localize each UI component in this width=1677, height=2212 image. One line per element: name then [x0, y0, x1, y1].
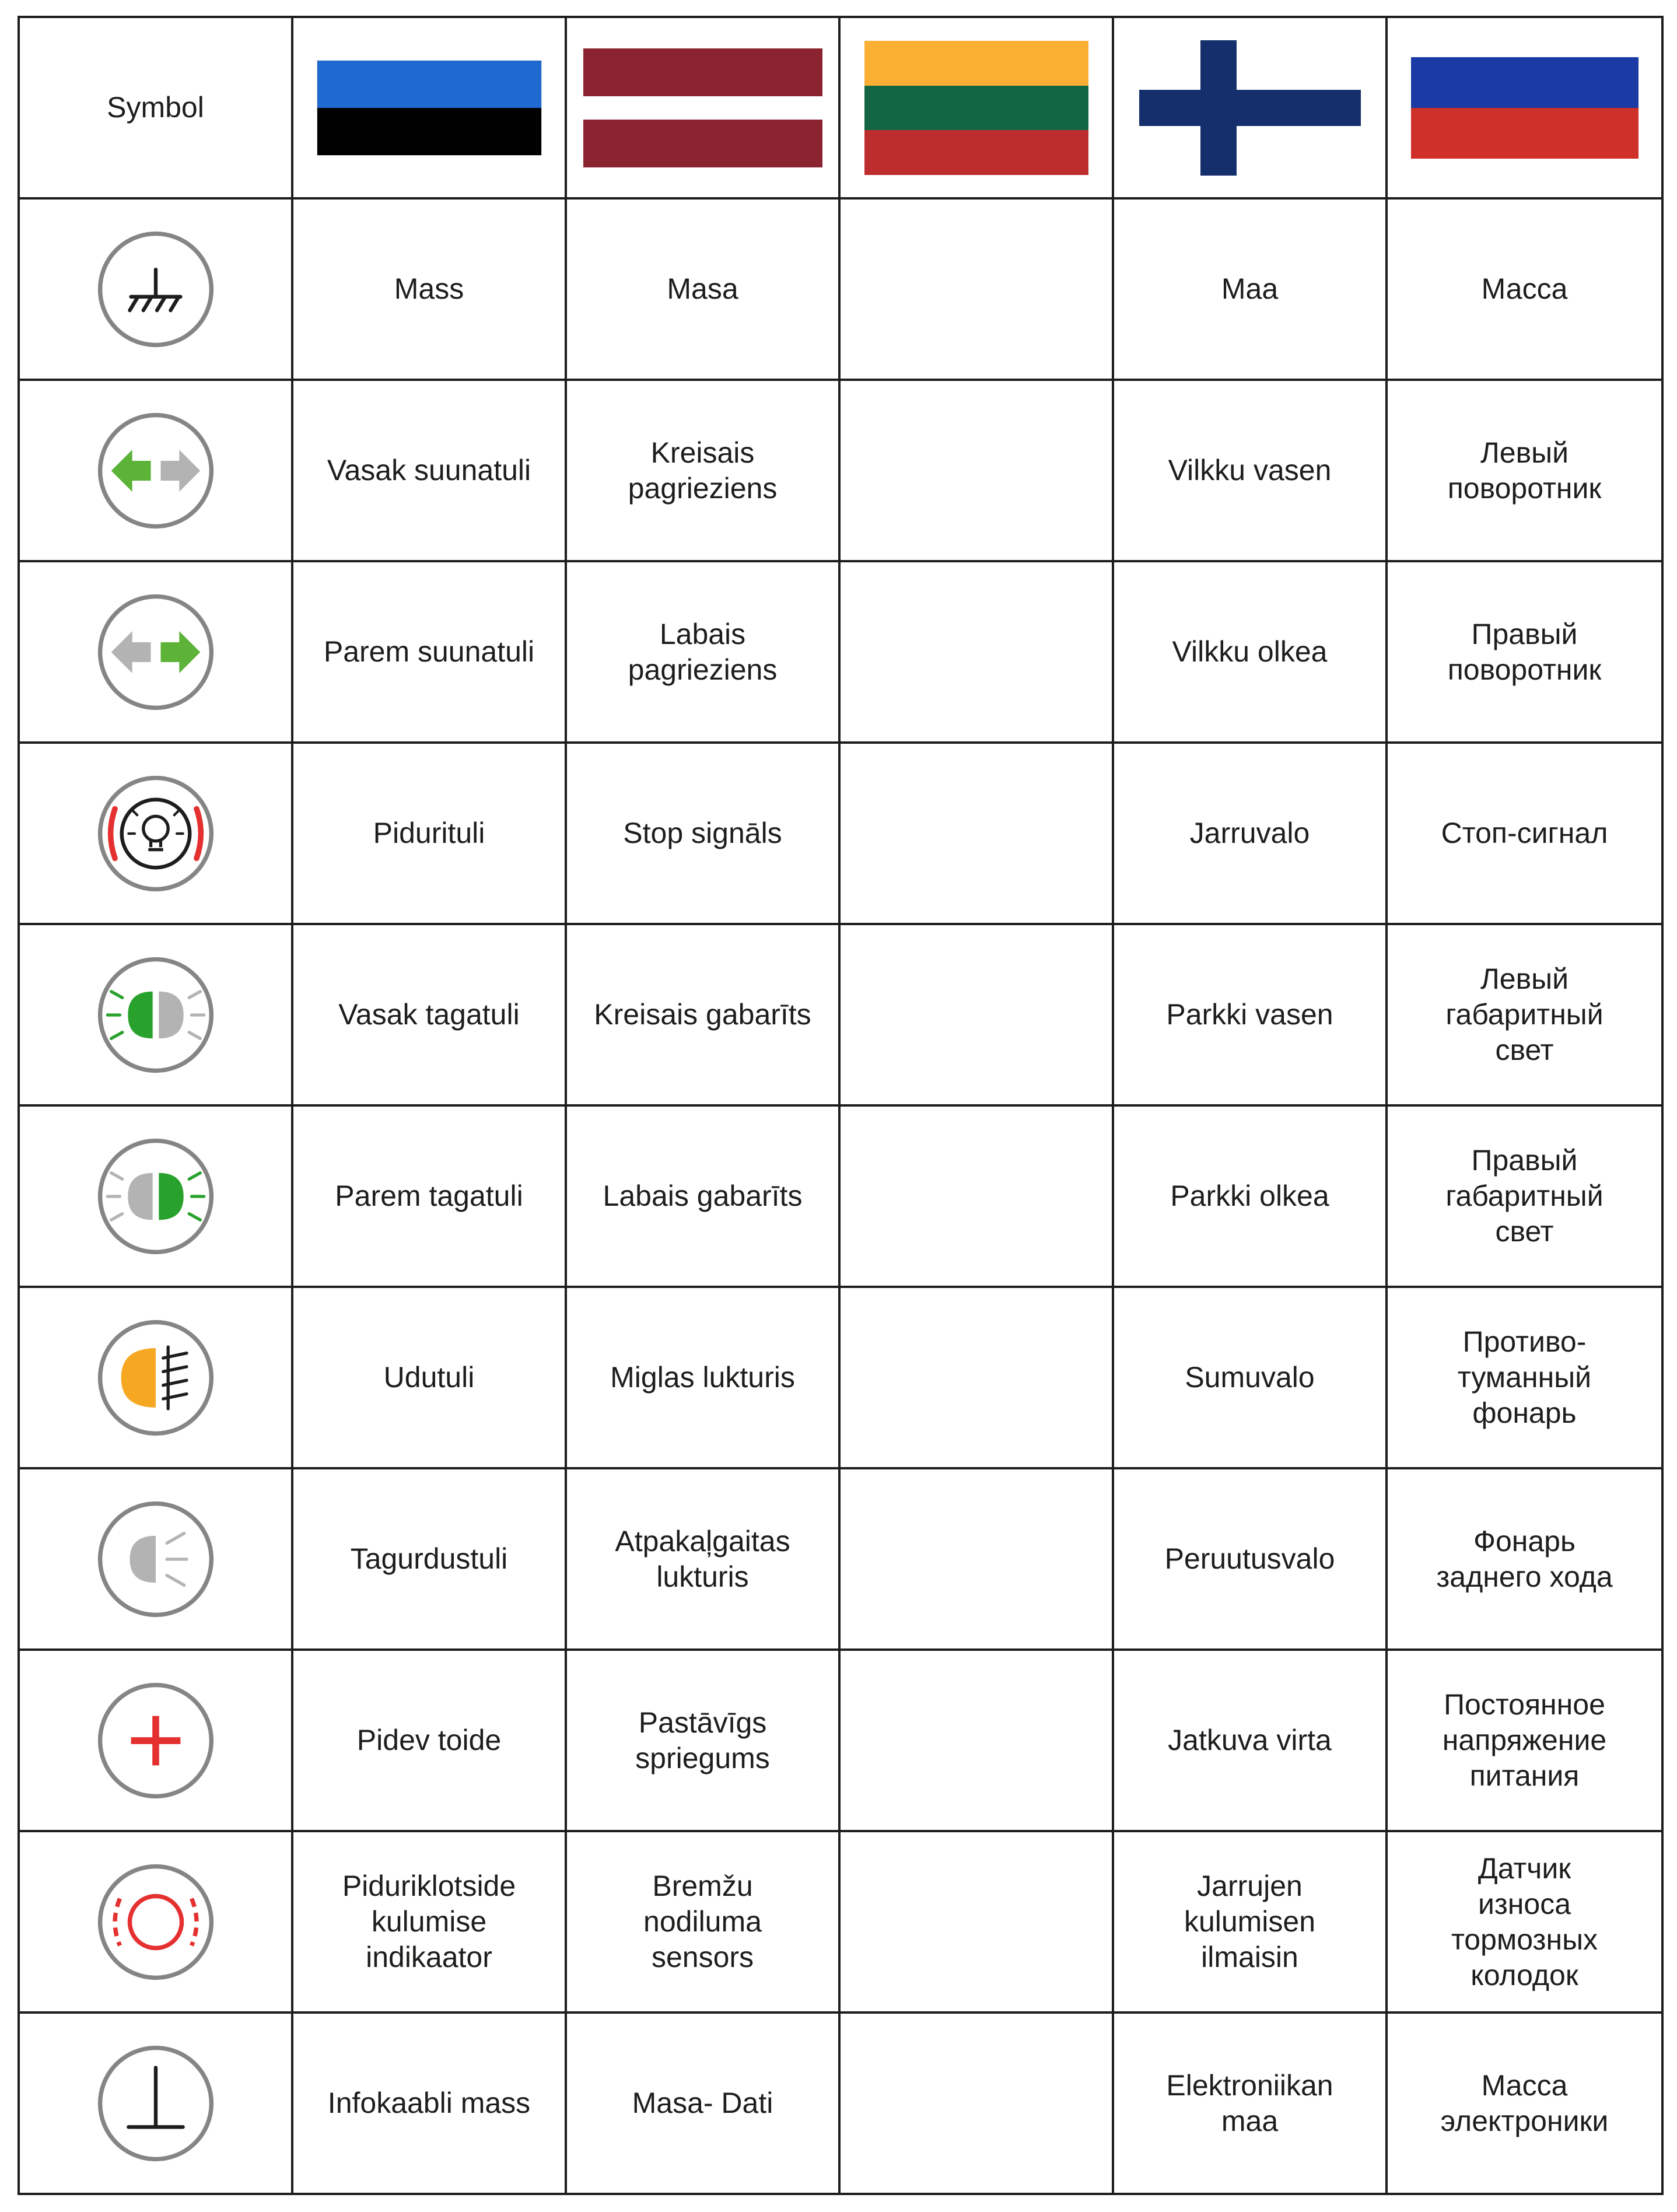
latvian-term: Miglas lukturis [610, 1361, 795, 1394]
left-turn-signal-icon [94, 409, 218, 533]
finnish-term-cell [1113, 743, 1387, 924]
lithuanian-term-cell [839, 1650, 1113, 1831]
estonian-term: Mass [394, 272, 464, 305]
finnish-term-cell [1113, 561, 1387, 743]
russian-term-cell [1387, 1831, 1662, 2013]
table-row [19, 561, 1662, 743]
flag-cell-lithuania [839, 17, 1113, 198]
latvian-term-cell [566, 2013, 839, 2194]
finnish-term: Jarrujen kulumisen ilmaisin [1184, 1870, 1316, 1973]
left-parking-light-icon [94, 953, 218, 1077]
brake-light-icon [94, 772, 218, 895]
finnish-term: Sumuvalo [1185, 1361, 1315, 1394]
latvian-term: Kreisais gabarīts [594, 998, 811, 1031]
table-row [19, 1831, 1662, 2013]
finnish-term: Jatkuva virta [1168, 1724, 1332, 1756]
lithuanian-term-cell [839, 198, 1113, 380]
russian-term-cell [1387, 1468, 1662, 1650]
russian-term: Противо- туманный фонарь [1457, 1325, 1592, 1429]
finnish-term-cell [1113, 1468, 1387, 1650]
ground-icon [94, 228, 218, 351]
table-row [19, 1105, 1662, 1287]
estonian-term: Parem suunatuli [323, 635, 535, 668]
estonian-term: Piduriklotside kulumise indikaator [342, 1870, 516, 1973]
latvian-term-cell [566, 198, 839, 380]
estonian-term-cell [292, 380, 566, 561]
symbol-cell [19, 924, 292, 1105]
russian-term-cell [1387, 1287, 1662, 1468]
finnish-term-cell [1113, 924, 1387, 1105]
latvian-term-cell [566, 1650, 839, 1831]
symbol-cell [19, 561, 292, 743]
russian-term-cell [1387, 924, 1662, 1105]
russian-term-cell [1387, 1105, 1662, 1287]
latvia-flag-icon [583, 48, 822, 167]
symbol-cell [19, 1105, 292, 1287]
table-row [19, 2013, 1662, 2194]
latvian-term: Atpakaļgaitas lukturis [615, 1524, 790, 1593]
estonian-term: Parem tagatuli [335, 1180, 523, 1212]
estonian-term-cell [292, 1650, 566, 1831]
estonia-flag-icon [317, 60, 542, 156]
estonian-term: Infokaabli mass [327, 2087, 531, 2119]
electronics-ground-icon [94, 2042, 218, 2165]
lithuanian-term-cell [839, 380, 1113, 561]
finnish-term-cell [1113, 1105, 1387, 1287]
constant-power-icon [94, 1679, 218, 1803]
flag-cell-latvia [566, 17, 839, 198]
finnish-term-cell [1113, 198, 1387, 380]
table-row [19, 380, 1662, 561]
lithuanian-term-cell [839, 924, 1113, 1105]
latvian-term-cell [566, 1287, 839, 1468]
estonian-term-cell [292, 1831, 566, 2013]
russia-flag-icon [1411, 57, 1639, 159]
lithuanian-term-cell [839, 743, 1113, 924]
latvian-term-cell [566, 561, 839, 743]
lithuanian-term-cell [839, 2013, 1113, 2194]
table-row [19, 743, 1662, 924]
lithuanian-term-cell [839, 561, 1113, 743]
symbol-legend-table [17, 16, 1664, 2195]
estonian-term-cell [292, 1287, 566, 1468]
right-turn-signal-icon [94, 590, 218, 714]
russian-term: Стоп-сигнал [1441, 817, 1608, 849]
symbol-cell [19, 2013, 292, 2194]
lithuanian-term-cell [839, 1831, 1113, 2013]
estonian-term-cell [292, 743, 566, 924]
table-row [19, 1287, 1662, 1468]
symbol-header-cell [19, 17, 292, 198]
estonian-term-cell [292, 198, 566, 380]
russian-term-cell [1387, 1650, 1662, 1831]
symbol-cell [19, 1650, 292, 1831]
estonian-term: Udutuli [383, 1361, 475, 1394]
latvian-term: Labais gabarīts [603, 1180, 803, 1212]
finnish-term: Maa [1221, 272, 1279, 305]
russian-term: Масса [1481, 272, 1568, 305]
latvian-term-cell [566, 380, 839, 561]
symbol-cell [19, 1287, 292, 1468]
symbol-cell [19, 198, 292, 380]
russian-term-cell [1387, 561, 1662, 743]
latvian-term: Masa- Dati [632, 2087, 773, 2119]
table-row [19, 1468, 1662, 1650]
latvian-term-cell [566, 1831, 839, 2013]
finnish-term: Vilkku olkea [1172, 635, 1328, 668]
finnish-term-cell [1113, 2013, 1387, 2194]
finnish-term: Parkki vasen [1166, 998, 1333, 1031]
russian-term: Левый габаритный свет [1445, 963, 1604, 1066]
estonian-term: Pidev toide [356, 1724, 502, 1756]
estonian-term-cell [292, 2013, 566, 2194]
latvian-term: Masa [667, 272, 738, 305]
finnish-term: Jarruvalo [1189, 817, 1310, 849]
finnish-term: Elektroniikan maa [1166, 2068, 1333, 2137]
lithuanian-term-cell [839, 1468, 1113, 1650]
finnish-term-cell [1113, 1831, 1387, 2013]
latvian-term: Bremžu nodiluma sensors [643, 1870, 762, 1973]
latvian-term: Pastāvīgs spriegums [635, 1706, 770, 1774]
latvian-term-cell [566, 1105, 839, 1287]
latvian-term: Kreisais pagrieziens [628, 436, 778, 505]
symbol-header-label: Symbol [107, 91, 204, 124]
table-row [19, 1650, 1662, 1831]
lithuanian-term-cell [839, 1105, 1113, 1287]
flag-cell-finland [1113, 17, 1387, 198]
latvian-term-cell [566, 743, 839, 924]
symbol-cell [19, 743, 292, 924]
russian-term: Масса электроники [1440, 2068, 1609, 2137]
russian-term: Левый поворотник [1447, 436, 1602, 505]
russian-term-cell [1387, 198, 1662, 380]
fog-light-icon [94, 1316, 218, 1440]
estonian-term: Vasak tagatuli [338, 998, 520, 1031]
latvian-term-cell [566, 1468, 839, 1650]
latvian-term: Labais pagrieziens [628, 617, 778, 686]
right-parking-light-icon [94, 1135, 218, 1258]
brake-wear-sensor-icon [94, 1860, 218, 1984]
finnish-term-cell [1113, 1650, 1387, 1831]
russian-term: Правый поворотник [1447, 617, 1602, 686]
finnish-term: Peruutusvalo [1164, 1542, 1335, 1575]
symbol-cell [19, 380, 292, 561]
finnish-term: Vilkku vasen [1168, 454, 1332, 487]
table-row [19, 924, 1662, 1105]
finland-flag-icon [1139, 40, 1361, 176]
russian-term: Датчик износа тормозных колодок [1451, 1852, 1598, 1992]
estonian-term: Tagurdustuli [350, 1542, 508, 1575]
reverse-light-icon [94, 1497, 218, 1621]
russian-term: Фонарь заднего хода [1436, 1524, 1613, 1593]
russian-term-cell [1387, 2013, 1662, 2194]
finnish-term-cell [1113, 380, 1387, 561]
estonian-term-cell [292, 1468, 566, 1650]
lithuanian-term-cell [839, 1287, 1113, 1468]
estonian-term-cell [292, 1105, 566, 1287]
estonian-term-cell [292, 924, 566, 1105]
finnish-term-cell [1113, 1287, 1387, 1468]
table-row [19, 198, 1662, 380]
estonian-term: Vasak suunatuli [327, 454, 531, 487]
russian-term: Постоянное напряжение питания [1442, 1688, 1607, 1792]
russian-term: Правый габаритный свет [1445, 1144, 1604, 1248]
russian-term-cell [1387, 380, 1662, 561]
latvian-term: Stop signāls [623, 817, 782, 849]
symbol-cell [19, 1831, 292, 2013]
estonian-term-cell [292, 561, 566, 743]
symbol-cell [19, 1468, 292, 1650]
finnish-term: Parkki olkea [1170, 1180, 1329, 1212]
flag-cell-russia [1387, 17, 1662, 198]
flag-cell-estonia [292, 17, 566, 198]
latvian-term-cell [566, 924, 839, 1105]
lithuania-flag-icon [864, 41, 1088, 175]
russian-term-cell [1387, 743, 1662, 924]
estonian-term: Pidurituli [373, 817, 485, 849]
header-row [19, 17, 1662, 198]
